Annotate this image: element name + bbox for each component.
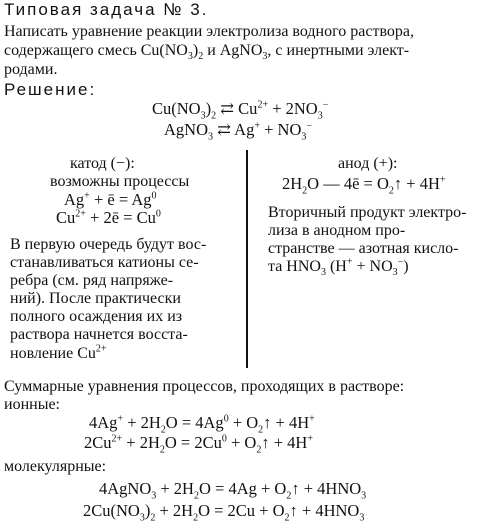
anode-text-2: лиза в анодном про- bbox=[268, 222, 406, 239]
cathode-text-6: раствора начнется восста- bbox=[10, 326, 188, 343]
column-divider bbox=[246, 150, 248, 368]
anode-text-1: Вторичный продукт электро- bbox=[268, 204, 467, 221]
ionic-label: ионные: bbox=[4, 396, 60, 413]
cathode-text-2: станавливаться катионы се- bbox=[10, 254, 199, 271]
summary-label: Суммарные уравнения процессов, проходящих в растворе: bbox=[4, 378, 405, 395]
problem-title: Типовая задача № 3. bbox=[4, 0, 209, 19]
anode-title: анод (+): bbox=[338, 155, 398, 172]
cathode-eq-1: Ag+ + ē = $Ag^0$ bbox=[64, 190, 157, 209]
cathode-text-4: ний). После практически bbox=[10, 290, 181, 307]
cathode-eq-2: $Cu^{2+}$ + 2ē = $Cu^0$ bbox=[56, 208, 161, 227]
cathode-text-1: В первую очередь будут вос- bbox=[10, 236, 207, 253]
cathode-title: катод (−): bbox=[70, 155, 135, 172]
ionic-eq-2: $2Cu^{2+} + 2H_2O = 2Cu^0$ + $O_2↑ + 4H^+$ bbox=[84, 433, 313, 456]
cathode-text-5: полного осаждения их из bbox=[10, 308, 183, 325]
ionic-eq-1: $4Ag^+ + 2H_2O = 4Ag^0$ + $O_2↑ + 4H^+$ bbox=[89, 413, 315, 436]
dissociation-eq-1: $Cu(NO_3)_2$ ⇄ $Cu^{2+} + 2NO_3^-$ bbox=[152, 99, 329, 122]
anode-eq: $2H_2O$ — 4ē = $O_2↑ + 4H^+$ bbox=[282, 174, 446, 197]
dissociation-eq-2: AgNO$_3$ ⇄ $Ag^+ + NO_3^-$ bbox=[164, 120, 313, 143]
task-line-2: содержащего смесь $Cu(NO_3)_2$ и AgNO$_3$, с инертными элект- bbox=[4, 42, 410, 63]
cathode-subtitle: возможны процессы bbox=[50, 173, 190, 190]
solution-label: Решение: bbox=[4, 80, 97, 99]
task-line-1: Написать уравнение реакции электролиза водного раствора, bbox=[4, 23, 415, 40]
molecular-eq-2: $2Cu(NO_3)_2 + 2H_2O = 2Cu$ + $O_2↑ + 4HNO_3$ bbox=[83, 501, 365, 524]
cathode-text-3: ребра (см. ряд напряже- bbox=[10, 272, 174, 289]
anode-text-4: та $HNO_3$ $(H^+ + NO_3^-)$ bbox=[268, 256, 409, 279]
molecular-eq-1: 4AgNO$_3$ + $2H_2O = 4Ag$ + $O_2↑ + 4HNO_3$ bbox=[99, 479, 367, 502]
cathode-text-7: новление $Cu^{2+}$ bbox=[10, 343, 107, 362]
task-line-3: родами. bbox=[4, 61, 58, 78]
anode-text-3: странстве — азотная кисло- bbox=[268, 240, 459, 257]
molecular-label: молекулярные: bbox=[4, 458, 107, 475]
